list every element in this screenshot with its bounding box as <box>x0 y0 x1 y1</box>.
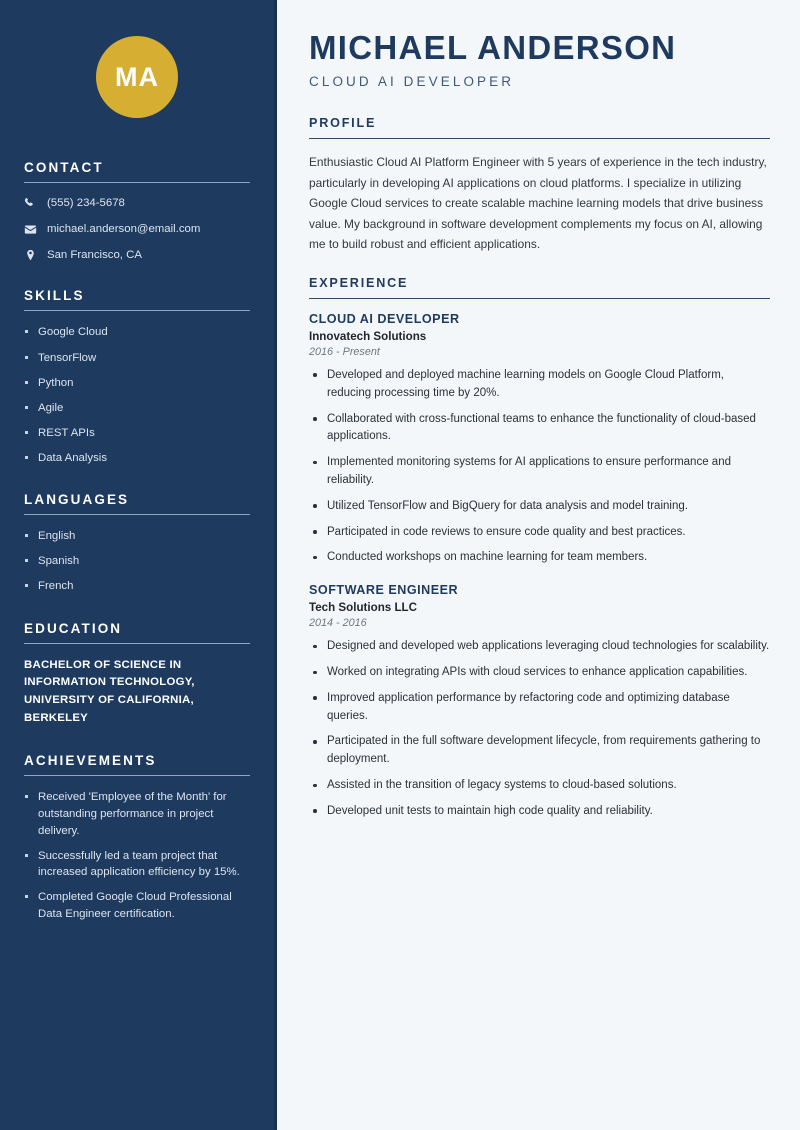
education-divider <box>24 643 250 644</box>
list-item: Utilized TensorFlow and BigQuery for data analysis and model training. <box>309 498 770 516</box>
contact-list <box>24 196 250 262</box>
profile-heading: PROFILE <box>309 115 377 130</box>
sidebar-section-skills <box>24 288 250 466</box>
contact-location-value: San Francisco, CA <box>47 248 142 261</box>
experience-dates: 2016 - Present <box>309 345 380 358</box>
education-entry: BACHELOR OF SCIENCE IN INFORMATION TECHNOLOGY, UNIVERSITY OF CALIFORNIA, BERKELEY <box>24 658 195 724</box>
list-item: Worked on integrating APIs with cloud services to enhance application capabilities. <box>309 664 770 682</box>
experience-company: Innovatech Solutions <box>309 329 427 343</box>
list-item: TensorFlow <box>24 350 250 367</box>
list-item: Improved application performance by refactoring code and optimizing database queries. <box>309 690 770 726</box>
list-item: Python <box>24 375 250 392</box>
sidebar-section-languages <box>24 492 250 595</box>
list-item: Developed unit tests to maintain high code quality and reliability. <box>309 803 770 821</box>
sidebar-section-achievements <box>24 753 250 922</box>
experience-company: Tech Solutions LLC <box>309 601 417 615</box>
list-item: Collaborated with cross-functional teams to enhance the functionality of cloud-based applications. <box>309 411 770 447</box>
languages-heading: LANGUAGES <box>24 492 130 508</box>
contact-item-email[interactable] <box>24 222 250 237</box>
main-section-profile <box>309 116 770 255</box>
sidebar-section-contact <box>24 160 250 262</box>
main-content <box>277 0 800 1130</box>
experience-entry <box>309 583 770 821</box>
contact-phone-value: (555) 234-5678 <box>47 197 125 209</box>
profile-text: Enthusiastic Cloud AI Platform Engineer with 5 years of experience in the tech industry, particularly in developing AI applications on cloud platforms. I specialize in utilizing Google Cloud services to create scalable machine learning models that drive business value. My background in software development complements my focus on AI, allowing me to build robust and efficient applications. <box>309 155 767 252</box>
experience-title: SOFTWARE ENGINEER <box>309 583 459 598</box>
phone-icon <box>24 197 37 210</box>
experience-heading: EXPERIENCE <box>309 275 409 290</box>
list-item: Google Cloud <box>24 324 250 341</box>
experience-dates: 2014 - 2016 <box>309 617 367 630</box>
education-heading: EDUCATION <box>24 620 123 636</box>
list-item: Developed and deployed machine learning models on Google Cloud Platform, reducing processing time by 20%. <box>309 367 770 403</box>
experience-bullets <box>309 638 770 821</box>
sidebar <box>0 0 277 1130</box>
list-item: Implemented monitoring systems for AI applications to ensure performance and reliability. <box>309 454 770 490</box>
contact-item-location[interactable] <box>24 248 250 263</box>
achievements-divider <box>24 775 250 776</box>
list-item: REST APIs <box>24 425 250 442</box>
job-subtitle: CLOUD AI DEVELOPER <box>309 73 515 89</box>
list-item: Successfully led a team project that increased application efficiency by 15%. <box>24 848 250 881</box>
contact-divider <box>24 182 250 183</box>
contact-item-phone[interactable] <box>24 196 250 211</box>
languages-list <box>24 528 250 595</box>
page-title: MICHAEL ANDERSON <box>309 29 677 66</box>
skills-heading: SKILLS <box>24 288 85 304</box>
map-pin-icon <box>24 249 37 262</box>
experience-title: CLOUD AI DEVELOPER <box>309 311 460 326</box>
avatar: MA <box>96 36 178 118</box>
skills-divider <box>24 310 250 311</box>
list-item: French <box>24 578 250 595</box>
list-item: Participated in code reviews to ensure code quality and best practices. <box>309 524 770 542</box>
skills-list <box>24 324 250 466</box>
list-item: Completed Google Cloud Professional Data Engineer certification. <box>24 889 250 922</box>
contact-heading: CONTACT <box>24 160 104 175</box>
experience-divider <box>309 298 770 299</box>
list-item: Assisted in the transition of legacy systems to cloud-based solutions. <box>309 777 770 795</box>
envelope-icon <box>24 223 37 236</box>
list-item: Spanish <box>24 553 250 570</box>
experience-bullets <box>309 367 770 567</box>
list-item: Conducted workshops on machine learning for team members. <box>309 549 770 567</box>
main-section-experience <box>309 276 770 821</box>
list-item: Designed and developed web applications leveraging cloud technologies for scalability. <box>309 638 770 656</box>
sidebar-section-education <box>24 621 250 728</box>
avatar-container <box>24 0 250 160</box>
list-item: Data Analysis <box>24 450 250 467</box>
experience-entry <box>309 312 770 567</box>
list-item: Agile <box>24 400 250 417</box>
list-item: English <box>24 528 250 545</box>
list-item: Participated in the full software development lifecycle, from requirements gathering to deployment. <box>309 733 770 769</box>
achievements-list <box>24 789 250 922</box>
achievements-heading: ACHIEVEMENTS <box>24 753 157 769</box>
list-item: Received 'Employee of the Month' for outstanding performance in project delivery. <box>24 789 250 839</box>
profile-divider <box>309 138 770 139</box>
languages-divider <box>24 514 250 515</box>
contact-email-value: michael.anderson@email.com <box>47 222 201 235</box>
